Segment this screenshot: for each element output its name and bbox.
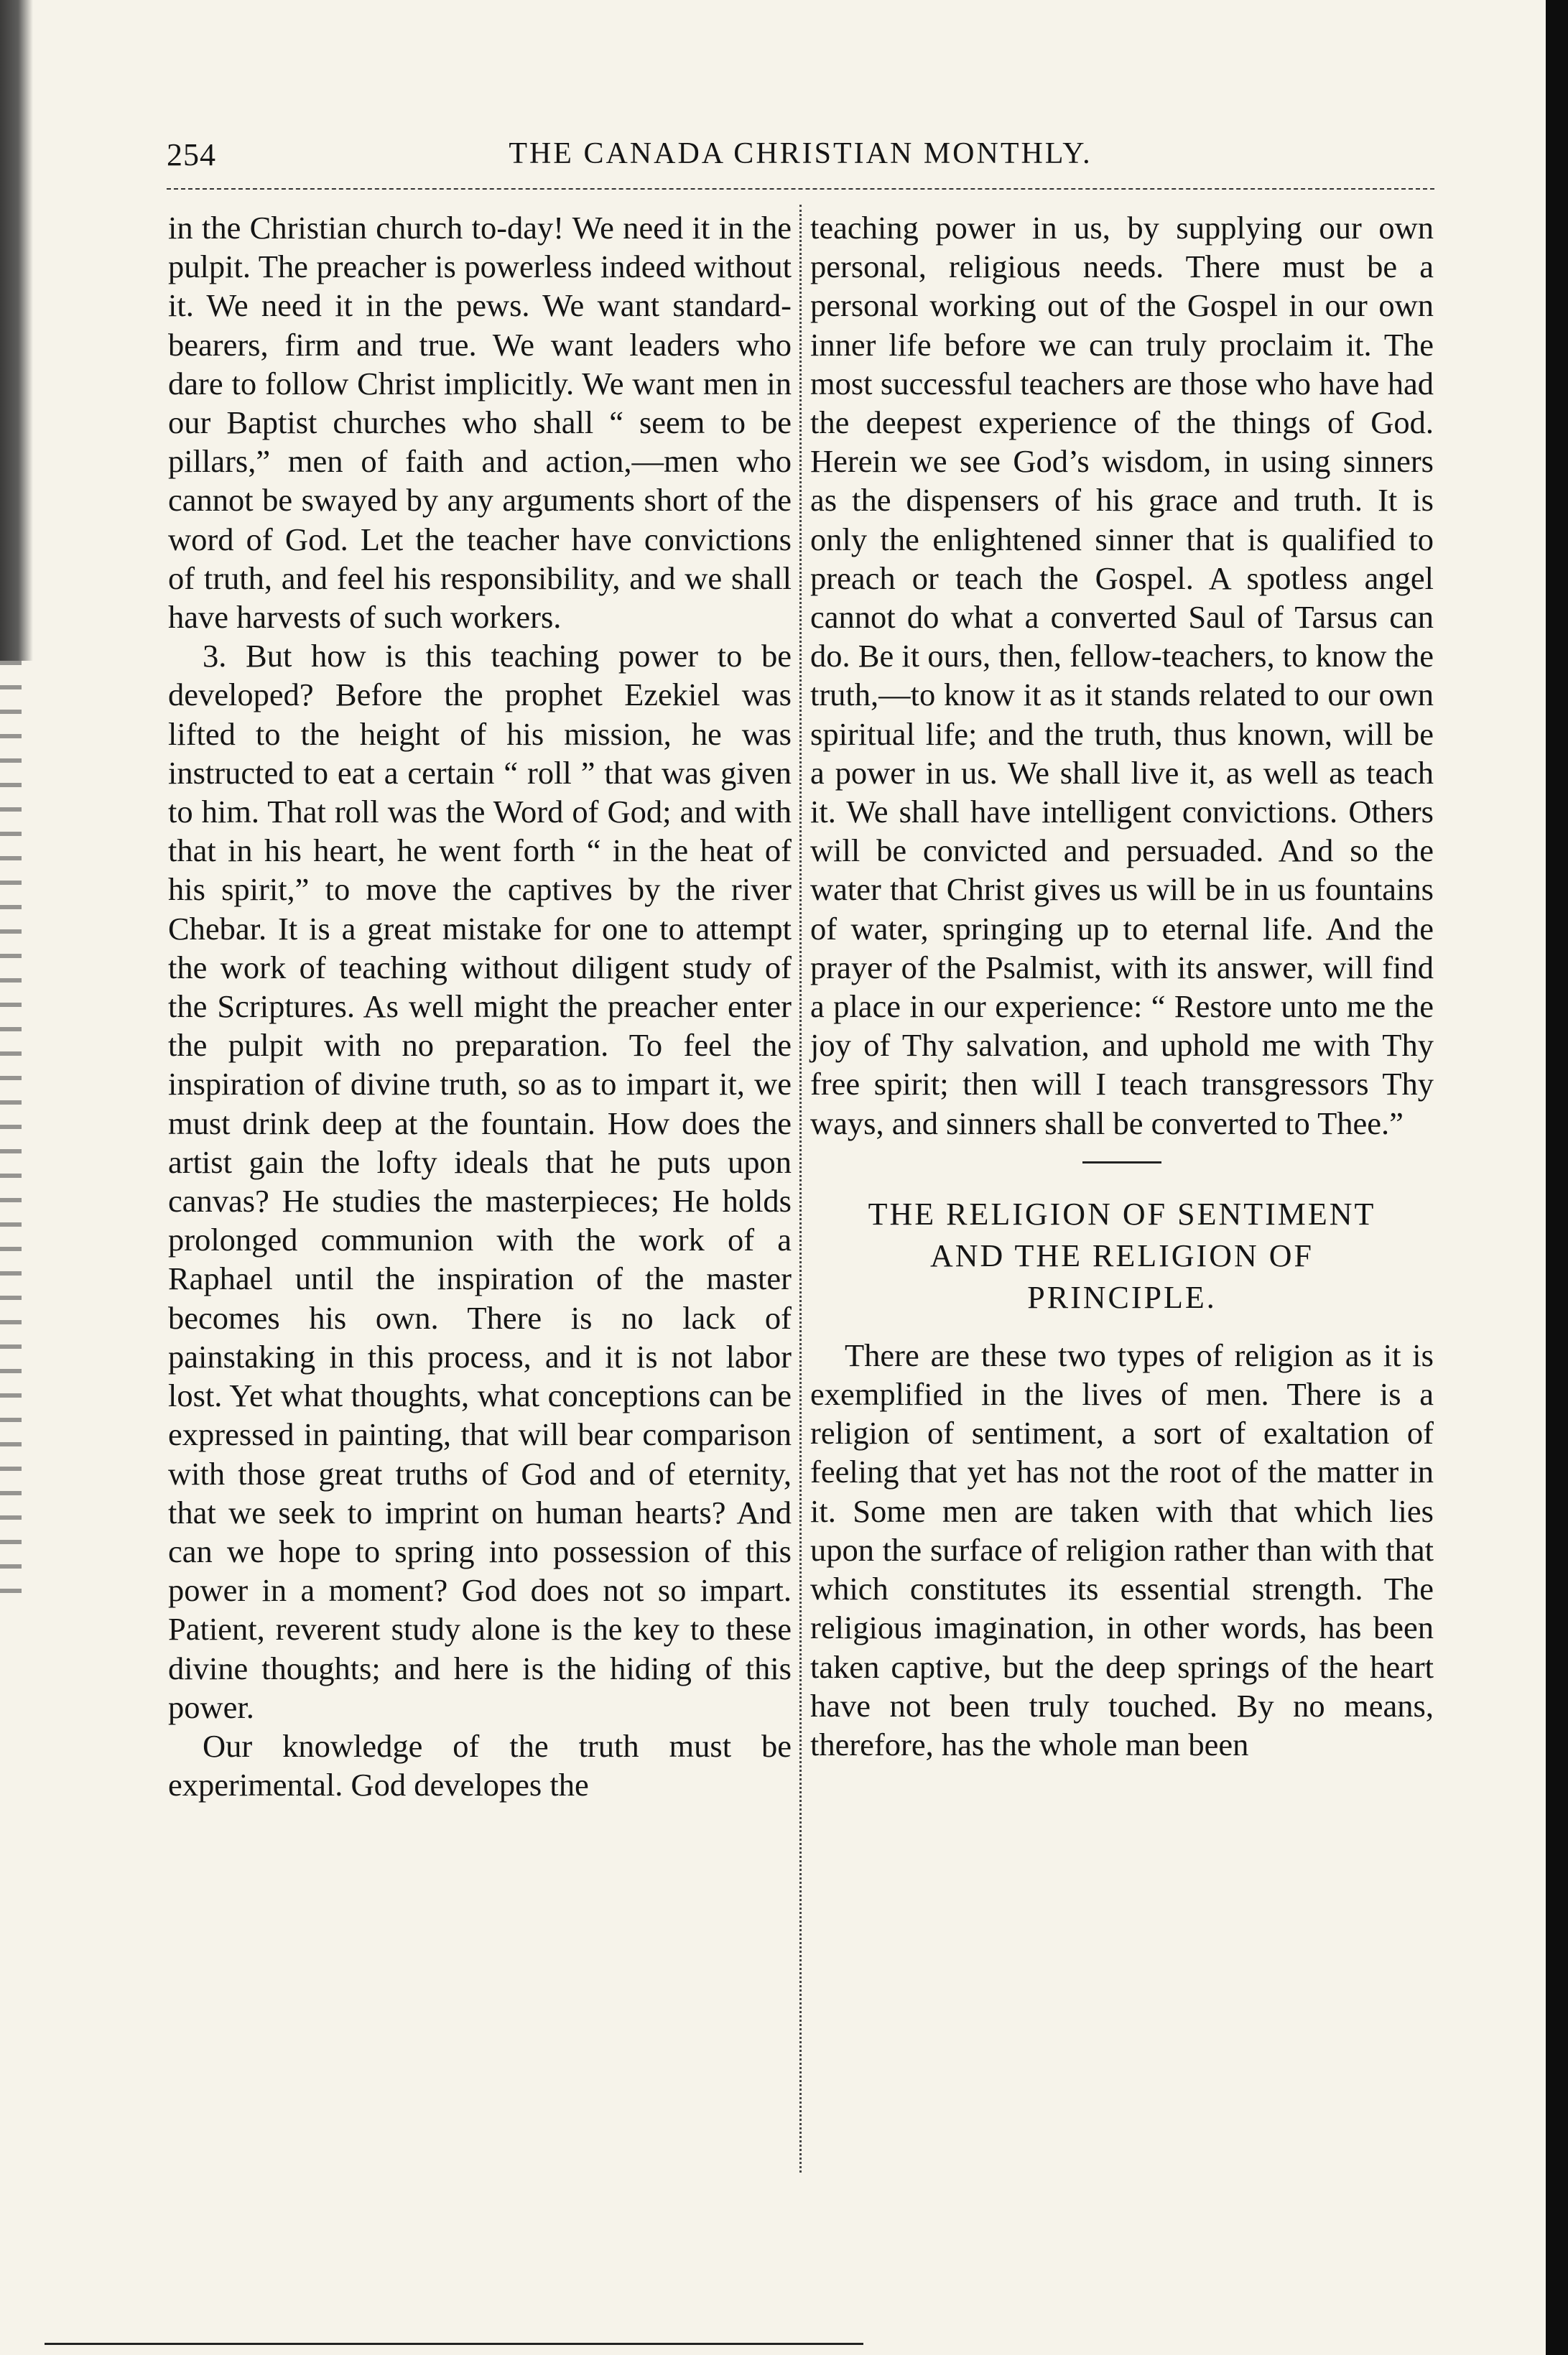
column-divider [799, 205, 802, 2173]
left-paragraph-2: 3. But how is this teaching power to be developed? Before the prophet Ezekiel was lifted to the height of his mission, he was instructed to eat a certain “ roll ” that was given to him. That roll was the Word of God; and with that in his heart, he went forth “ in the heat of his spirit,” to move the captives by the river Chebar. It is a great mistake for one to attempt the work of teaching without diligent study of the Scriptures. As well might the preacher enter the pulpit with no preparation. To feel the inspiration of divine truth, so as to impart it, we must drink deep at the fountain. How does the artist gain the lofty ideals that he puts upon canvas? He studies the masterpieces; He holds prolonged communion with the work of a Raphael until the inspiration of the master becomes his own. There is no lack of painstaking in this process, and it is not labor lost. Yet what thoughts, what conceptions can be expressed in painting, that will bear comparison with those great truths of God and of eternity, that we seek to imprint on human hearts? And can we hope to spring into possession of this power in a moment? God does not so impart. Patient, reverent study alone is the key to these divine thoughts; and here is the hiding of this power. [168, 638, 792, 1725]
scan-edge-right [1546, 0, 1568, 2355]
section-title [810, 1194, 1434, 1319]
section-paragraph: There are these two types of religion as it is exemplified in the lives of men. There is a religion of sentiment, a sort of exaltation of feeling that yet has not the root of the matter in it. Some men are taken with that which lies upon the surface of religion rather than with that which constitutes its essential strength. The religious imagination, in other words, has been taken captive, but the deep springs of the heart have not been truly touched. By no means, therefore, has the whole man been [810, 1337, 1434, 1762]
header-rule [167, 188, 1434, 190]
page-header [167, 136, 1434, 180]
right-paragraph-1: teaching power in us, by supplying our own personal, religious needs. There must be a personal working out of the Gospel in our own inner life before we can truly proclaim it. The most successful teachers are those who have had the deepest experience of the things of God. Herein we see God’s wisdom, in using sinners as the dispensers of his grace and truth. It is only the enlightened sinner that is qualified to preach or teach the Gospel. A spotless angel cannot do what a converted Saul of Tarsus can do. Be it ours, then, fellow-teachers, to know the truth,—to know it as it stands related to our own spiritual life; and the truth, thus known, will be a power in us. We shall live it, as well as teach it. We shall have intelligent convictions. Others will be convicted and persuaded. And so the water that Christ gives us will be in us fountains of water, springing up to eternal life. And the prayer of the Psalmist, with its answer, will find a place in our experience: “ Restore unto me the joy of Thy salvation, and uphold me with Thy free spirit; then will I teach transgressors Thy ways, and sinners shall be converted to Thee.” [810, 210, 1434, 1141]
section-divider [1082, 1161, 1161, 1163]
left-paragraph-1: in the Christian church to-day! We need it in the pulpit. The preacher is powerless indeed without it. We need it in the pews. We want standard-bearers, firm and true. We want leaders who dare to follow Christ implicitly. We want men in our Baptist churches who shall “ seem to be pillars,” men of faith and action,—men who cannot be swayed by any arguments short of the word of God. Let the teacher have convictions of truth, and feel his responsibility, and we shall have harvests of such workers. [168, 210, 792, 636]
page-number: 254 [167, 137, 216, 172]
section-title-line-1: THE RELIGION OF SENTIMENT [868, 1196, 1376, 1232]
running-head: THE CANADA CHRISTIAN MONTHLY. [509, 137, 1093, 170]
left-column [168, 208, 792, 1804]
binding-marks [0, 661, 22, 1594]
binding-edge-left [0, 0, 33, 661]
left-paragraph-3: Our knowledge of the truth must be experimental. God developes the [168, 1727, 792, 1803]
section-title-line-3: PRINCIPLE. [1027, 1279, 1217, 1315]
right-column [810, 208, 1434, 1764]
bottom-rule [45, 2343, 863, 2345]
section-title-line-2: AND THE RELIGION OF [929, 1237, 1314, 1273]
